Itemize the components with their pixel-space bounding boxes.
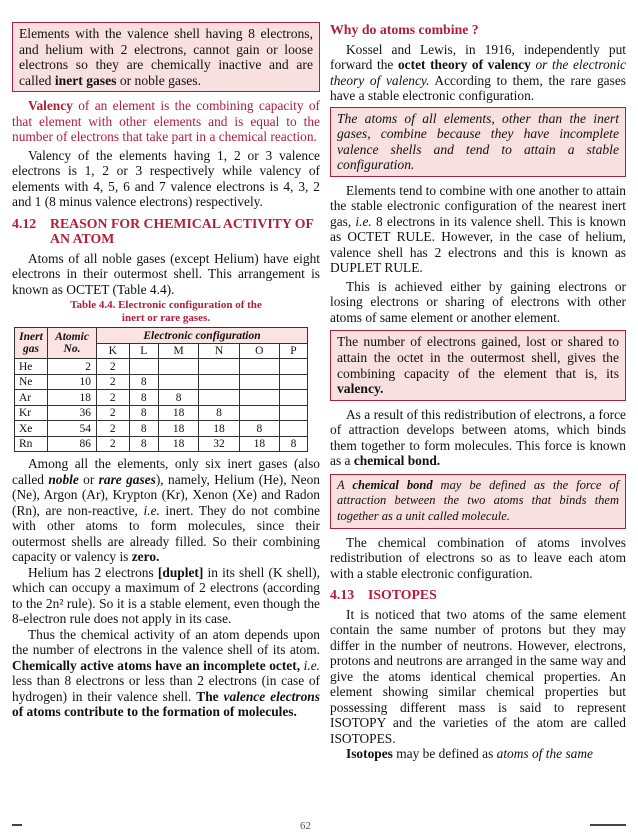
octet-rule-paragraph: Elements tend to combine with one another to attain the stable electronic configuration of the nearest inert gas, i.e. 8 electrons in its valence shell. This is known as OCTET RULE. However, in the case of helium, valence shell has 2 electrons and this is known as DUPLET RULE. [330, 182, 626, 276]
inert-gases-box [12, 22, 320, 92]
inert-gases-term: inert gases [54, 72, 117, 88]
combination-paragraph: The chemical combination of atoms involves redistribution of electrons so as to leave each atom with a stable electronic configuration. [330, 534, 626, 581]
page-number: 62 [300, 820, 311, 832]
shell-label: M [158, 343, 198, 359]
section-number: 4.12 [12, 215, 37, 231]
shell-label: K [97, 343, 130, 359]
left-column [12, 22, 320, 720]
section-4-12-heading: 4.12 REASON FOR CHEMICAL ACTIVITY OF AN ATOM [12, 215, 314, 247]
table-row: Rn 86 2 8 18 32 18 8 [15, 436, 308, 452]
footer-rule-left [12, 824, 22, 826]
right-column [330, 22, 626, 762]
achieved-paragraph: This is achieved either by gaining electrons or losing electrons or sharing of electrons with other atoms of same element or another element. [330, 278, 626, 325]
atomic-no-header: Atomic No. [48, 328, 97, 359]
valency-paragraph: Valency of the elements having 1, 2 or 3 valence electrons is 1, 2 or 3 respectively while valency of elements with 4, 5, 6 and 7 valence electrons is 4, 3, 2 and 1 (8 minus valence electrons) respectively. [12, 147, 320, 210]
incomplete-shell-box: The atoms of all elements, other than the inert gases, combine because they have incomplete valence shells and tend to attain a stable configuration. [330, 107, 626, 177]
shell-label: O [239, 343, 279, 359]
isotopes-definition: Isotopes may be defined as atoms of the same [346, 746, 593, 762]
chemical-bond-paragraph: As a result of this redistribution of electrons, a force of attraction develops between atoms, which binds them together to form molecules. This force is known as a chemical bond. [330, 406, 626, 469]
chemical-activity-paragraph: Thus the chemical activity of an atom depends upon the number of electrons in the valence shell of its atom. Chemically active atoms have an incomplete octet, i.e. less than 8 electrons or less than 2 electrons (in case of hydrogen) in their valence shell. The valence electrons of atoms contribute to the formation of molecules. [12, 626, 320, 720]
shell-label: L [129, 343, 158, 359]
valency-box: The number of electrons gained, lost or shared to attain the octet in the outermost shell, gives the combining capacity of the element that is, its valency. [330, 330, 626, 400]
section-4-13-heading: 4.13 ISOTOPES [330, 587, 437, 603]
table-caption: Table 4.4. Electronic configuration of the inert or rare gases. [70, 299, 262, 324]
helium-paragraph: Helium has 2 electrons [duplet] in its shell (K shell), which can occupy a maximum of 2 electrons (according to the 2n² rule). So it is a stable element, even though the 8-electron rule does not apply in its case. [12, 564, 320, 627]
electronic-config-table [14, 327, 308, 452]
footer-rule-right [590, 824, 626, 826]
kossel-lewis-paragraph: Kossel and Lewis, in 1916, independently put forward the octet theory of valency or the electronic theory of valency. According to them, the rare gases have a stable electronic configuration. [330, 41, 626, 103]
valency-definition: Valency of an element is the combining capacity of that element with other elements and is equal to the number of electrons that take part in a chemical reaction. [12, 98, 320, 145]
shell-label: N [199, 343, 239, 359]
table-row: Kr 36 2 8 18 8 [15, 405, 308, 421]
inert-gases-note: Elements with the valence shell having 8 electrons, and helium with 2 electrons, cannot gain or loose electrons so they are chemically inactive and are called inert gases or noble gases. [19, 26, 313, 88]
table-row: Ar 18 2 8 8 [15, 390, 308, 406]
table-row: He 2 2 [15, 359, 308, 375]
config-header: Electronic configuration [97, 328, 308, 344]
table-row: Xe 54 2 8 18 18 8 [15, 421, 308, 437]
shell-label: P [280, 343, 308, 359]
chemical-bond-definition-box: A chemical bond may be defined as the force of attraction between the two atoms that binds them together as a unit called molecule. [330, 474, 626, 529]
isotopes-paragraph: It is noticed that two atoms of the same element contain the same number of protons but they may differ in the number of neutrons. However, electrons, protons and neutrons are arranged in the same way and give the atoms identical chemical properties. An element showing similar chemical properties but possessing different mass is said to represent ISOTOPY and the varieties of the atom are called ISOTOPES. [330, 606, 626, 746]
table-row: Ne 10 2 8 [15, 374, 308, 390]
inert-gas-header: Inert gas [15, 328, 48, 359]
valency-term: Valency [28, 98, 73, 114]
why-atoms-combine-heading: Why do atoms combine ? [330, 22, 479, 37]
inert-gases-paragraph: Among all the elements, only six inert gases (also called noble or rare gases), namely, Helium (He), Neon (Ne), Argon (Ar), Krypton (Kr), Xenon (Xe) and Radon (Rn), are non-reactive, i.e. inert. They do not combine with other atoms to form molecules, since their outermost shells are already filled. So their combining capacity or valency is zero. [12, 456, 320, 565]
octet-paragraph: Atoms of all noble gases (except Helium) have eight electrons in their outermost shell. This arrangement is known as OCTET (Table 4.4). [12, 250, 320, 297]
